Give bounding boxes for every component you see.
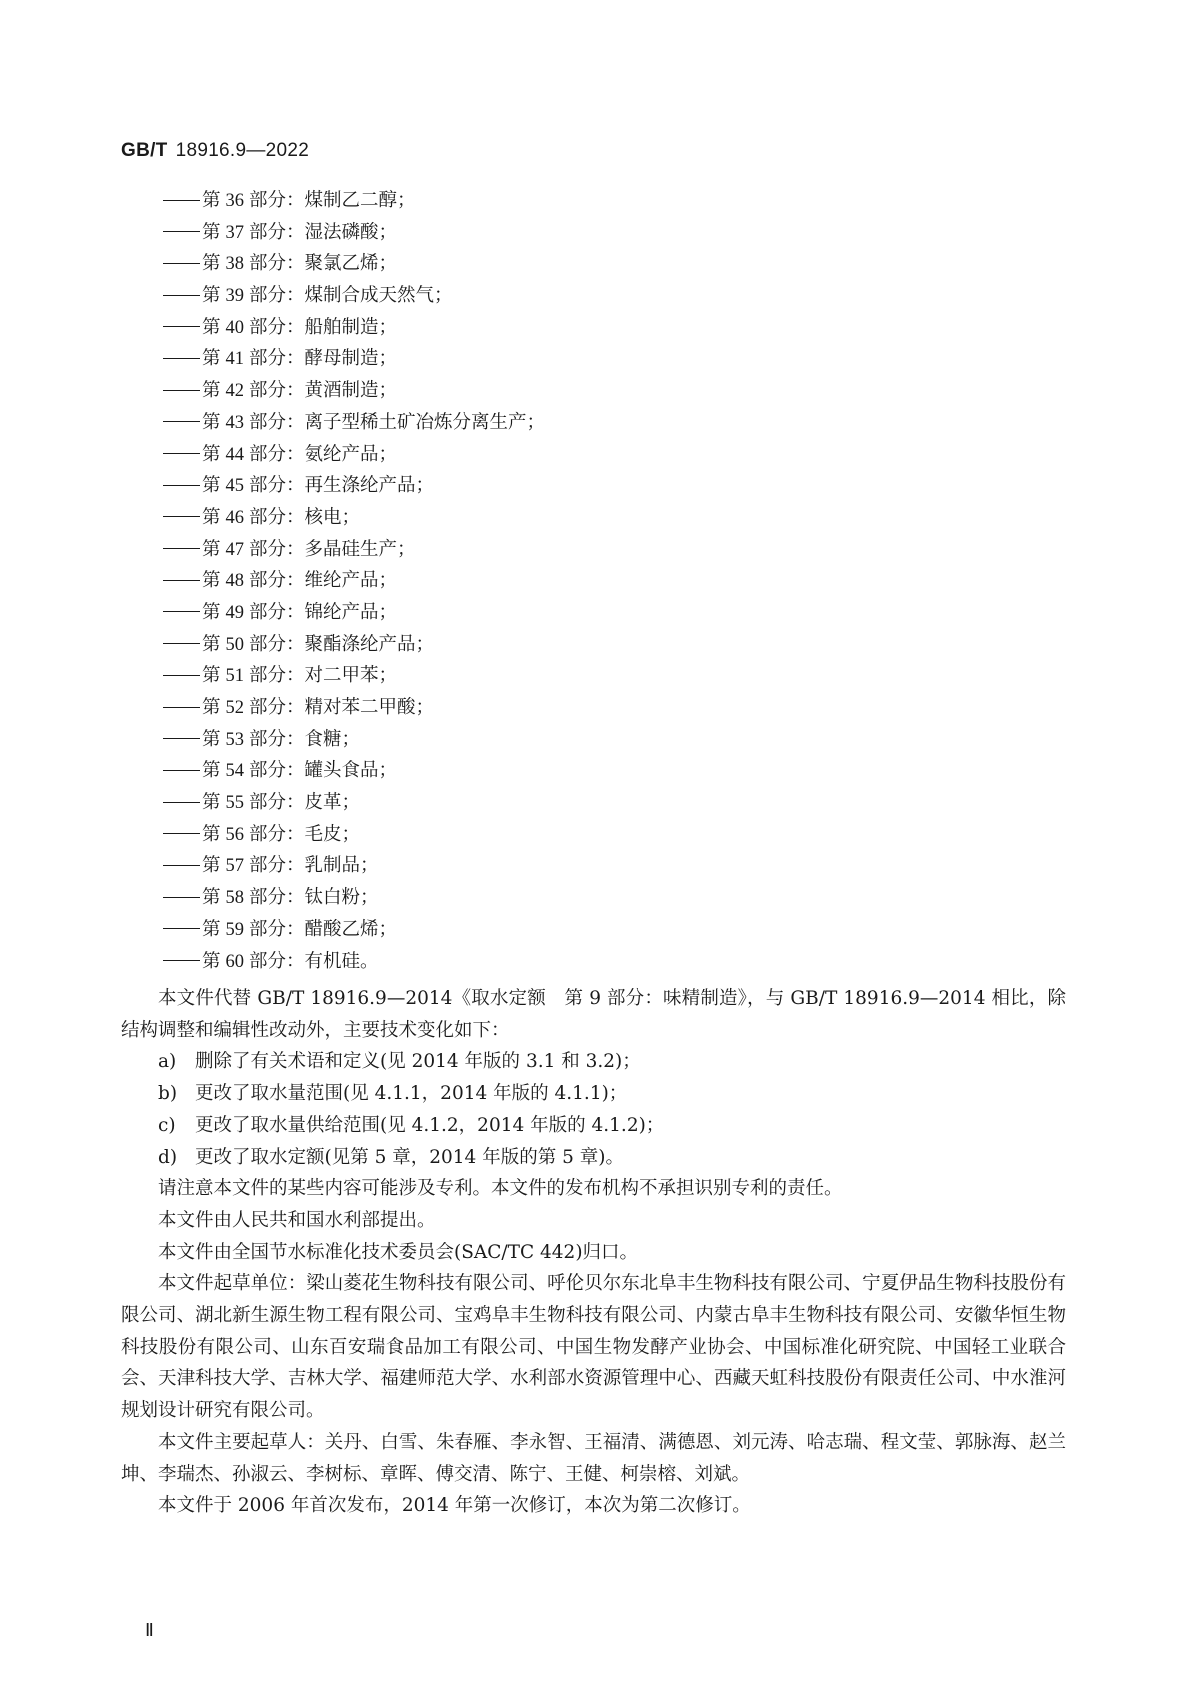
part-title: 部分：船舶制造； <box>249 316 398 338</box>
parts-list-item <box>163 375 545 407</box>
centralized-statement: 本文件由全国节水标准化技术委员会(SAC/TC 442)归口。 <box>158 1241 639 1263</box>
publication-history: 本文件于 2006 年首次发布，2014 年第一次修订，本次为第二次修订。 <box>158 1495 751 1517</box>
replace-paragraph: 本文件代替 GB/T 18916.9—2014《取水定额 第 9 部分：味精制造》，与 GB/T 18916.9—2014 相比，除结构调整和编辑性改动外，主要技术变化如下： <box>121 988 1066 1041</box>
document-code <box>121 140 309 162</box>
part-number: 45 <box>225 476 245 497</box>
document-code-number: 18916.9—2022 <box>175 140 310 161</box>
part-title: 部分：煤制乙二醇； <box>249 190 416 211</box>
change-item <box>121 1110 1066 1142</box>
part-title: 部分：皮革； <box>249 792 361 814</box>
part-number: 58 <box>225 888 245 909</box>
part-prefix: 第 <box>202 475 221 497</box>
part-prefix: 第 <box>202 285 221 307</box>
change-item-marker: c) <box>158 1114 176 1136</box>
part-prefix: 第 <box>202 253 221 275</box>
em-dash-marker <box>163 453 200 454</box>
part-title: 部分：维纶产品； <box>249 570 398 592</box>
part-title: 部分：醋酸乙烯； <box>249 918 398 940</box>
part-number: 54 <box>225 761 245 782</box>
em-dash-marker <box>163 928 200 929</box>
parts-list-item <box>163 660 545 692</box>
part-number: 41 <box>225 349 245 370</box>
parts-list-item <box>163 217 545 249</box>
em-dash-marker <box>163 390 200 391</box>
part-title: 部分：煤制合成天然气； <box>249 285 453 307</box>
part-title: 部分：对二甲苯； <box>249 665 398 687</box>
part-prefix: 第 <box>202 887 221 909</box>
part-title: 部分：核电； <box>249 506 361 528</box>
foreword-body <box>121 983 1066 1522</box>
part-title: 部分：毛皮； <box>249 823 361 845</box>
parts-list-item <box>163 597 545 629</box>
parts-list-item <box>163 248 545 280</box>
parts-list-item <box>163 692 545 724</box>
em-dash-marker <box>163 897 200 898</box>
part-prefix: 第 <box>202 570 221 592</box>
part-title: 部分：氨纶产品； <box>249 443 398 465</box>
parts-list-item <box>163 724 545 756</box>
proposer-statement: 本文件由人民共和国水利部提出。 <box>158 1209 436 1231</box>
em-dash-marker <box>163 675 200 676</box>
parts-list-item <box>163 407 545 439</box>
em-dash-marker <box>163 548 200 549</box>
change-item-marker: b) <box>158 1083 178 1105</box>
technical-changes-list <box>121 1046 1066 1173</box>
parts-list-item <box>163 914 545 946</box>
parts-list-item <box>163 534 545 566</box>
part-number: 40 <box>225 317 245 338</box>
drafters: 本文件主要起草人：关丹、白雪、朱春雁、李永智、王福清、满德恩、刘元涛、哈志瑞、程文莹、郭脉海、赵兰坤、李瑞杰、孙淑云、李树标、章晖、傅交清、陈宁、王健、柯崇榕、刘斌。 <box>121 1431 1066 1485</box>
part-number: 47 <box>225 539 245 560</box>
part-number: 36 <box>225 191 245 211</box>
part-number: 42 <box>225 381 245 402</box>
document-code-prefix: GB/T <box>121 140 168 161</box>
em-dash-marker <box>163 295 200 296</box>
parts-list-item <box>163 787 545 819</box>
change-item <box>121 1142 1066 1174</box>
part-title: 部分：再生涤纶产品； <box>249 475 435 497</box>
part-prefix: 第 <box>202 823 221 845</box>
part-prefix: 第 <box>202 221 221 243</box>
em-dash-marker <box>163 802 200 803</box>
em-dash-marker <box>163 516 200 517</box>
parts-list-item <box>163 470 545 502</box>
part-title: 部分：多晶硅生产； <box>249 538 416 560</box>
em-dash-marker <box>163 421 200 422</box>
part-number: 52 <box>225 698 245 718</box>
parts-list-item <box>163 946 545 978</box>
part-prefix: 第 <box>202 443 221 465</box>
part-prefix: 第 <box>202 760 221 782</box>
em-dash-marker <box>163 326 200 327</box>
part-prefix: 第 <box>202 918 221 940</box>
part-prefix: 第 <box>202 348 221 370</box>
change-item-text: 更改了取水量范围(见 4.1.1，2014 年版的 4.1.1)； <box>195 1083 628 1105</box>
em-dash-marker <box>163 770 200 771</box>
part-title: 部分：黄酒制造； <box>249 380 398 402</box>
part-title: 部分：钛白粉； <box>249 887 379 909</box>
part-number: 46 <box>225 507 245 528</box>
part-number: 39 <box>225 286 245 307</box>
part-prefix: 第 <box>202 950 221 972</box>
change-item-marker: a) <box>158 1051 177 1073</box>
parts-list-item <box>163 312 545 344</box>
em-dash-marker <box>163 960 200 961</box>
patent-note: 请注意本文件的某些内容可能涉及专利。本文件的发布机构不承担识别专利的责任。 <box>158 1178 843 1200</box>
part-prefix: 第 <box>202 538 221 560</box>
part-title: 部分：罐头食品； <box>249 760 398 782</box>
change-item <box>121 1046 1066 1078</box>
em-dash-marker <box>163 738 200 739</box>
part-title: 部分：食糖； <box>249 728 361 750</box>
part-title: 部分：湿法磷酸； <box>249 221 398 243</box>
part-prefix: 第 <box>202 190 221 211</box>
parts-list-item <box>163 819 545 851</box>
em-dash-marker <box>163 580 200 581</box>
part-title: 部分：锦纶产品； <box>249 601 398 623</box>
part-number: 38 <box>225 254 245 275</box>
parts-list <box>163 185 545 977</box>
em-dash-marker <box>163 707 200 708</box>
em-dash-marker <box>163 485 200 486</box>
part-title: 部分：聚氯乙烯； <box>249 253 398 275</box>
part-prefix: 第 <box>202 411 221 433</box>
parts-list-item <box>163 185 545 217</box>
part-title: 部分：乳制品； <box>249 855 379 877</box>
part-number: 60 <box>225 951 245 972</box>
change-item-marker: d) <box>158 1146 178 1168</box>
em-dash-marker <box>163 643 200 644</box>
parts-list-item <box>163 439 545 471</box>
part-number: 44 <box>225 444 245 465</box>
part-number: 51 <box>225 666 245 687</box>
parts-list-item <box>163 629 545 661</box>
part-title: 部分：聚酯涤纶产品； <box>249 633 435 655</box>
part-prefix: 第 <box>202 665 221 687</box>
change-item-text: 更改了取水量供给范围(见 4.1.2，2014 年版的 4.1.2)； <box>195 1114 665 1136</box>
part-prefix: 第 <box>202 633 221 655</box>
part-prefix: 第 <box>202 855 221 877</box>
part-prefix: 第 <box>202 601 221 623</box>
em-dash-marker <box>163 263 200 264</box>
part-prefix: 第 <box>202 380 221 402</box>
part-number: 53 <box>225 729 245 750</box>
part-number: 48 <box>225 571 245 592</box>
part-number: 50 <box>225 634 245 655</box>
part-prefix: 第 <box>202 506 221 528</box>
part-number: 37 <box>225 222 245 243</box>
em-dash-marker <box>163 865 200 866</box>
drafting-units: 本文件起草单位：梁山菱花生物科技有限公司、呼伦贝尔东北阜丰生物科技有限公司、宁夏伊品生物科技股份有限公司、湖北新生源生物工程有限公司、宝鸡阜丰生物科技有限公司、内蒙古阜丰生物科技有限公司、安徽华恒生物科技股份有限公司、山东百安瑞食品加工有限公司、中国生物发酵产业协会、中国标准化研究院、中国轻工业联合会、天津科技大学、吉林大学、福建师范大学、水利部水资源管理中心、西藏天虹科技股份有限责任公司、中水淮河规划设计研究有限公司。 <box>121 1273 1066 1422</box>
em-dash-marker <box>163 833 200 834</box>
change-item-text: 更改了取水定额(见第 5 章，2014 年版的第 5 章)。 <box>195 1146 624 1168</box>
part-title: 部分：酵母制造； <box>249 348 398 370</box>
parts-list-item <box>163 850 545 882</box>
part-number: 57 <box>225 856 245 877</box>
page-number: Ⅱ <box>145 1620 154 1640</box>
part-number: 56 <box>225 824 245 845</box>
part-number: 43 <box>225 412 245 433</box>
parts-list-item <box>163 565 545 597</box>
em-dash-marker <box>163 231 200 232</box>
em-dash-marker <box>163 358 200 359</box>
part-prefix: 第 <box>202 728 221 750</box>
part-number: 59 <box>225 919 245 940</box>
change-item-text: 删除了有关术语和定义(见 2014 年版的 3.1 和 3.2)； <box>195 1051 641 1073</box>
part-title: 部分：精对苯二甲酸； <box>249 697 435 718</box>
parts-list-item <box>163 280 545 312</box>
parts-list-item <box>163 755 545 787</box>
parts-list-item <box>163 343 545 375</box>
change-item <box>121 1078 1066 1110</box>
part-number: 49 <box>225 602 245 623</box>
part-prefix: 第 <box>202 316 221 338</box>
part-prefix: 第 <box>202 697 221 718</box>
part-number: 55 <box>225 793 245 814</box>
em-dash-marker <box>163 611 200 612</box>
part-title: 部分：有机硅。 <box>249 950 379 972</box>
part-title: 部分：离子型稀土矿冶炼分离生产； <box>249 411 546 433</box>
part-prefix: 第 <box>202 792 221 814</box>
em-dash-marker <box>163 200 200 201</box>
parts-list-item <box>163 882 545 914</box>
parts-list-item <box>163 502 545 534</box>
